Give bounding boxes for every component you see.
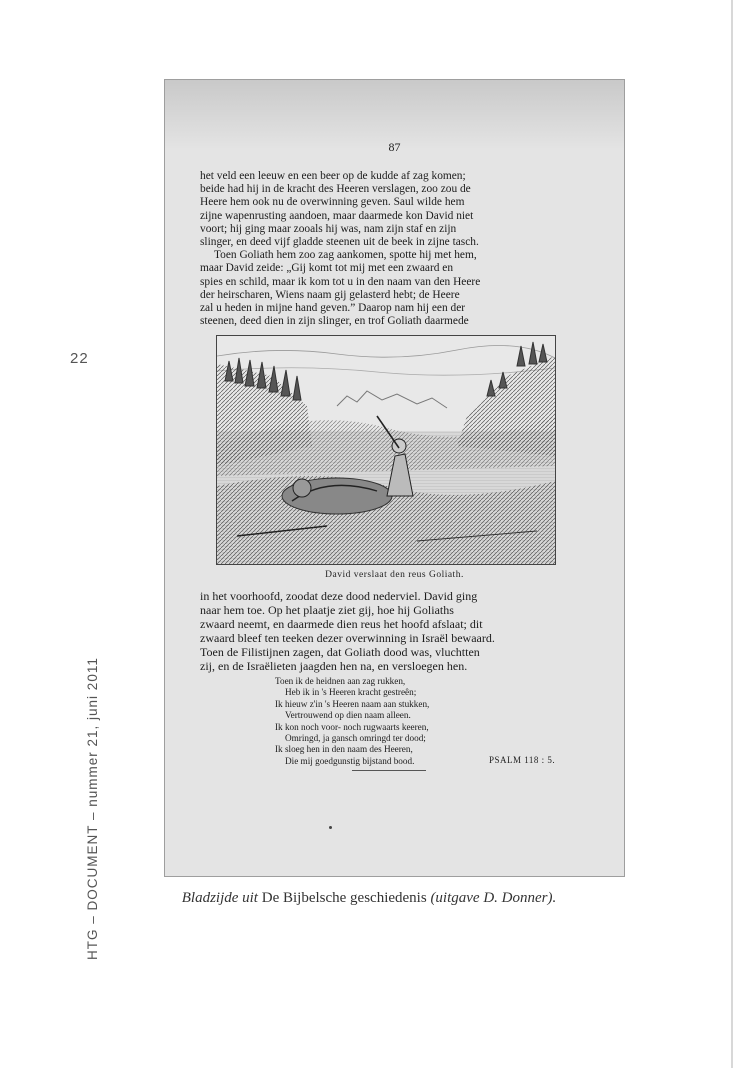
text-line: beide had hij in de kracht des Heeren verslagen, zoo zou de [200,183,471,196]
text-line: zal u heden in mijne hand geven.” Daarop nam hij een der [200,302,466,315]
verse-line: Omringd, ja gansch omringd ter dood; [285,733,426,744]
text-line: der heirscharen, Wiens naam gij gelasterd hebt; de Heere [200,288,460,301]
text-line: slinger, en deed vijf gladde steenen uit de beek in zijne tasch. [200,236,479,249]
caption-part-italic: Bladzijde uit [181,890,258,906]
verse-line: Toen ik de heidnen aan zag rukken, [275,676,406,686]
psalm-reference: PSALM 118 : 5. [489,755,556,765]
figure-caption [0,890,738,907]
text-line: zij, en de Israëlieten jaagden hen na, en versloegen hen. [200,659,468,673]
text-line: zijne wapenrusting aandoen, maar daarmede kon David niet [200,209,474,222]
verse-line: Die mij goedgunstig bijstand bood. [285,755,415,766]
text-line: het veld een leeuw en een beer op de kudde af zag komen; [200,170,466,182]
caption-publisher: (uitgave D. Donner). [430,890,557,906]
text-line: zwaard neemt, en daarmede dien reus het hoofd afslaat; dit [200,617,483,631]
ink-dot [329,826,332,829]
verse-line: Vertrouwend op dien naam alleen. [285,710,411,721]
text-line: zwaard bleef ten teeken dezer overwinning in Israël bewaard. [200,631,495,645]
text-line: steenen, deed dien in zijn slinger, en trof Goliath daarmede [200,315,469,328]
verse-line: Ik kon noch voor- noch rugwaarts keeren, [275,721,429,732]
page-number: 22 [70,350,89,367]
text-line: naar hem toe. Op het plaatje ziet gij, hoe hij Goliaths [200,603,454,617]
text-upper [200,170,586,328]
text-line: voort; hij ging maar zooals hij was, nam zijn staf en zijn [200,222,457,235]
scanned-book-page [164,79,625,877]
text-line: spies en schild, maar ik kom tot u in den naam van den Heere [200,275,481,288]
caption-book-title: De Bijbelsche geschiedenis [261,890,427,906]
text-line: Heere hem ook nu de overwinning geven. Saul wilde hem [200,196,465,209]
engraving-picture [217,336,555,564]
verse-line: Heb ik in 's Heeren kracht gestreên; [285,687,417,698]
verse-line: Ik hieuw z'in 's Heeren naam aan stukken, [275,698,430,709]
text-line: maar David zeide: „Gij komt tot mij met een zwaard en [200,262,454,275]
text-line: Toen de Filistijnen zagen, dat Goliath dood was, vluchtten [200,645,480,659]
text-line: in het voorhoofd, zoodat deze dood nederviel. David ging [200,589,478,603]
text-lower [200,589,586,673]
book-folio-number: 87 [388,140,401,154]
journal-running-footer: HTG – DOCUMENT – nummer 21, juni 2011 [85,657,100,960]
psalm-verse [275,676,535,767]
verse-line: Ik sloeg hen in den naam des Heeren, [275,744,413,755]
paragraph-3 [200,589,586,673]
divider-rule [352,770,426,771]
paragraph-2 [200,249,586,328]
text-line: Toen Goliath hem zoo zag aankomen, spotte hij met hem, [214,249,477,262]
illustration-caption: David verslaat den reus Goliath. [325,570,464,580]
paragraph-1 [200,170,586,249]
engraving-david-goliath [216,335,556,565]
page-edge-line [731,0,733,1068]
